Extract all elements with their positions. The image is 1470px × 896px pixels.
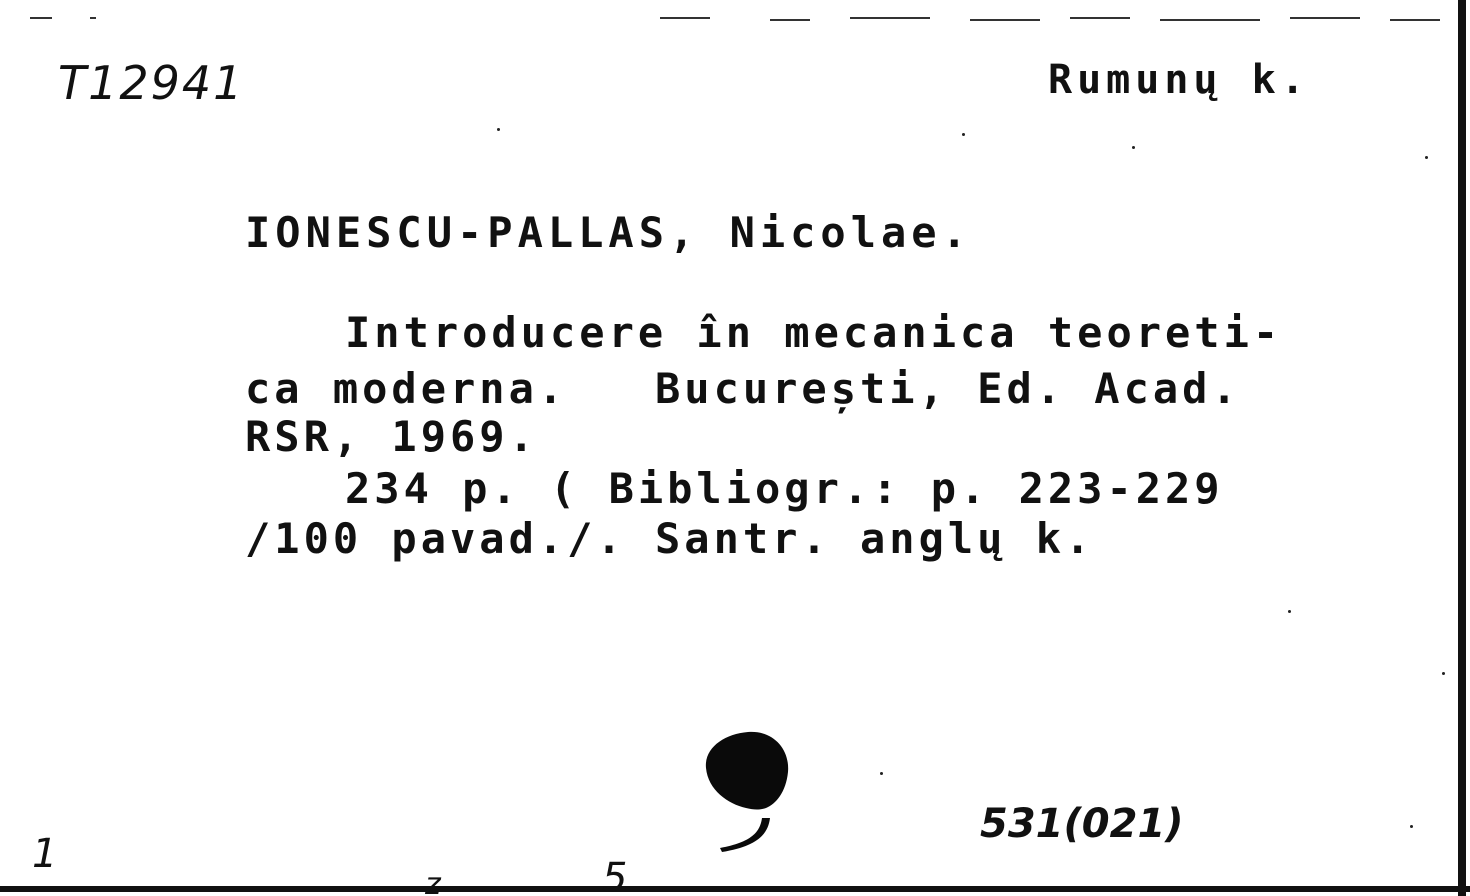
speck: [962, 133, 965, 136]
author-heading: IONESCU-PALLAS, Nicolae.: [245, 208, 972, 257]
bottom-mark-z: z: [425, 867, 441, 896]
speck: [1410, 825, 1413, 828]
punch-hole: [700, 728, 800, 858]
collation-line: 234 p. ( Bibliogr.: p. 223-229: [345, 464, 1224, 513]
speck: [497, 128, 500, 131]
title-line: Introducere în mecanica teoreti-: [345, 308, 1283, 357]
bottom-mark-5: 5: [602, 855, 628, 896]
notes-line: /100 pavad./. Santr. anglų k.: [245, 514, 1095, 563]
card-number: 1: [32, 831, 58, 877]
speck: [1425, 156, 1428, 159]
speck: [880, 772, 883, 775]
classification-number: 531(021): [980, 801, 1184, 847]
card-right-edge: [1458, 0, 1466, 896]
language-note: Rumunų k.: [1048, 57, 1310, 103]
imprint-line: RSR, 1969.: [245, 412, 538, 461]
top-edge-dashes: [30, 14, 1450, 24]
call-number: T12941: [58, 56, 245, 110]
speck: [1442, 672, 1445, 675]
speck: [1288, 610, 1291, 613]
title-imprint-line: ca moderna. București, Ed. Acad.: [245, 364, 1241, 413]
card-bottom-edge: [0, 886, 1470, 892]
speck: [1132, 146, 1135, 149]
